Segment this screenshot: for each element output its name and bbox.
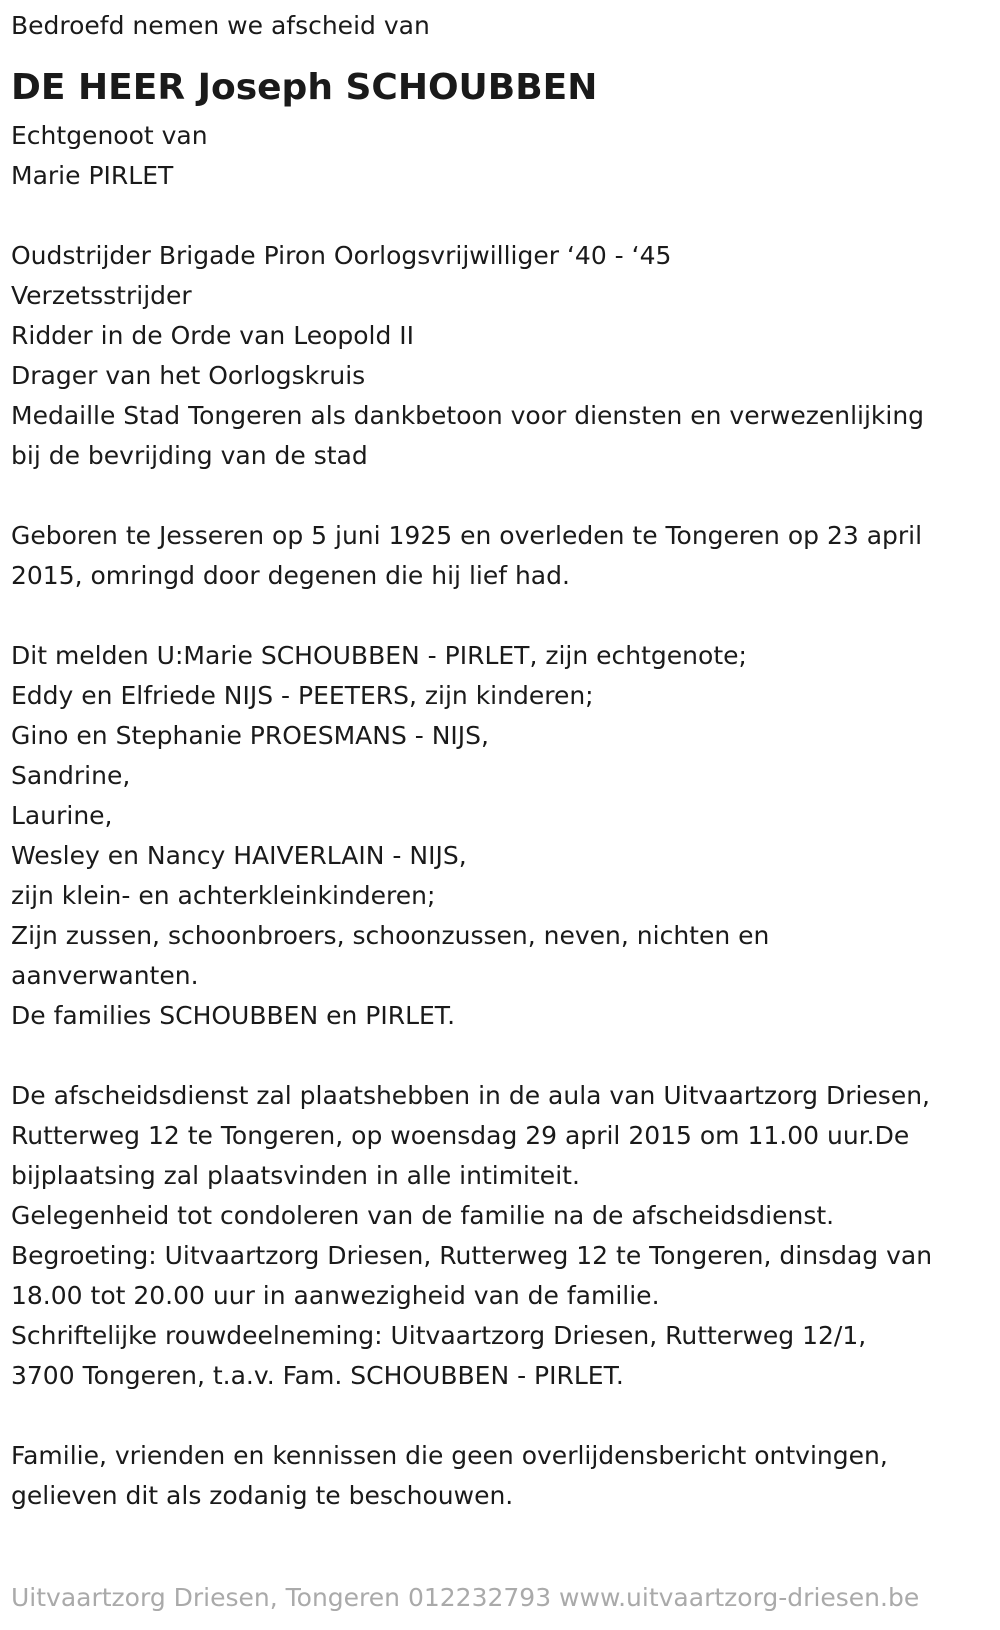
family-line: Zijn zussen, schoonbroers, schoonzussen, neven, nichten en — [11, 921, 770, 950]
service-line: 3700 Tongeren, t.a.v. Fam. SCHOUBBEN - PIRLET. — [11, 1361, 624, 1390]
service-line: Schriftelijke rouwdeelneming: Uitvaartzorg Driesen, Rutterweg 12/1, — [11, 1321, 867, 1350]
family-line: Sandrine, — [11, 761, 131, 790]
closing-section — [11, 1436, 996, 1516]
service-line: Rutterweg 12 te Tongeren, op woensdag 29 april 2015 om 11.00 uur.De — [11, 1121, 910, 1150]
spouse-label: Echtgenoot van — [11, 121, 208, 150]
deceased-name: DE HEER Joseph SCHOUBBEN — [11, 67, 598, 108]
service-line: bijplaatsing zal plaatsvinden in alle intimiteit. — [11, 1161, 580, 1190]
distinction-line: bij de bevrijding van de stad — [11, 441, 368, 470]
paragraph-gap — [11, 196, 996, 236]
family-line: Laurine, — [11, 801, 113, 830]
obituary-notice — [11, 6, 996, 1516]
closing-line: Familie, vrienden en kennissen die geen overlijdensbericht ontvingen, — [11, 1441, 888, 1470]
family-line: Wesley en Nancy HAIVERLAIN - NIJS, — [11, 841, 467, 870]
family-line: Dit melden U:Marie SCHOUBBEN - PIRLET, zijn echtgenote; — [11, 641, 747, 670]
distinction-line: Drager van het Oorlogskruis — [11, 361, 366, 390]
birth-death-line: 2015, omringd door degenen die hij lief had. — [11, 561, 570, 590]
family-line: Eddy en Elfriede NIJS - PEETERS, zijn kinderen; — [11, 681, 594, 710]
family-section — [11, 636, 996, 1036]
service-line: Gelegenheid tot condoleren van de familie na de afscheidsdienst. — [11, 1201, 835, 1230]
intro-text: Bedroefd nemen we afscheid van — [11, 11, 430, 40]
family-line: De families SCHOUBBEN en PIRLET. — [11, 1001, 456, 1030]
paragraph-gap — [11, 1396, 996, 1436]
closing-line: gelieven dit als zodanig te beschouwen. — [11, 1481, 514, 1510]
service-line: Begroeting: Uitvaartzorg Driesen, Rutterweg 12 te Tongeren, dinsdag van — [11, 1241, 933, 1270]
distinction-line: Medaille Stad Tongeren als dankbetoon voor diensten en verwezenlijking — [11, 401, 925, 430]
service-line: 18.00 tot 20.00 uur in aanwezigheid van de familie. — [11, 1281, 660, 1310]
funeral-home-footer: Uitvaartzorg Driesen, Tongeren 012232793 www.uitvaartzorg-driesen.be — [11, 1583, 920, 1612]
family-line: zijn klein- en achterkleinkinderen; — [11, 881, 436, 910]
distinction-line: Oudstrijder Brigade Piron Oorlogsvrijwilliger ‘40 - ‘45 — [11, 241, 672, 270]
paragraph-gap — [11, 596, 996, 636]
paragraph-gap — [11, 1036, 996, 1076]
spouse-name: Marie PIRLET — [11, 161, 174, 190]
service-line: De afscheidsdienst zal plaatshebben in de aula van Uitvaartzorg Driesen, — [11, 1081, 931, 1110]
birth-death-line: Geboren te Jesseren op 5 juni 1925 en overleden te Tongeren op 23 april — [11, 521, 923, 550]
family-line: aanverwanten. — [11, 961, 199, 990]
family-line: Gino en Stephanie PROESMANS - NIJS, — [11, 721, 489, 750]
distinctions-section — [11, 236, 996, 476]
birth-death-section — [11, 516, 996, 596]
service-section — [11, 1076, 996, 1396]
distinction-line: Verzetsstrijder — [11, 281, 192, 310]
paragraph-gap — [11, 476, 996, 516]
distinction-line: Ridder in de Orde van Leopold II — [11, 321, 415, 350]
